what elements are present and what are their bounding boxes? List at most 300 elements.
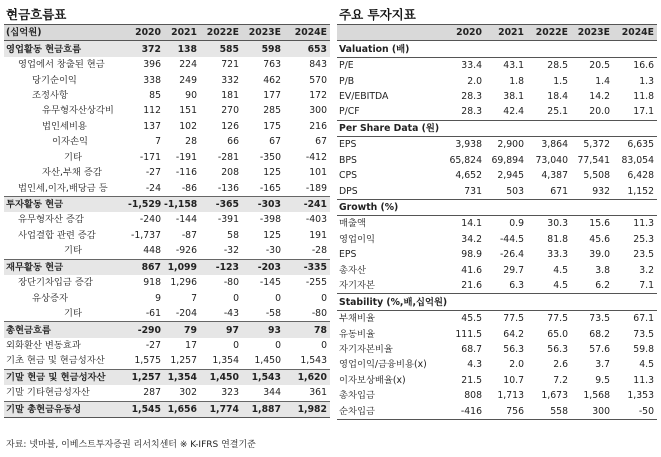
row-value: 112: [143, 105, 161, 117]
indicator-value: 671: [550, 185, 568, 197]
year-2: 2021: [164, 25, 200, 41]
indicator-value: 1,568: [583, 390, 610, 402]
row-label: 이자손익: [52, 136, 88, 148]
row-value: -391: [217, 214, 239, 226]
indicator-value: 2.6: [553, 359, 568, 371]
row-label: 사업결합 관련 증감: [18, 229, 96, 241]
indicator-value: 28.3: [461, 90, 482, 102]
indicator-value: -26.4: [499, 249, 524, 261]
row-value: 0: [321, 292, 327, 304]
row-value: -86: [181, 182, 197, 194]
cash-flow-title: 현금흐름표: [6, 7, 67, 22]
indicator-value: 41.6: [461, 264, 482, 276]
indicator-value: 558: [527, 404, 571, 420]
row-value: 721: [221, 59, 239, 71]
indicator-label: EPS: [339, 249, 357, 261]
indicator-row: [337, 104, 657, 120]
indicator-value: 1,713: [497, 390, 524, 402]
row-value: 67: [269, 136, 281, 148]
cash-flow-row: [4, 165, 330, 180]
indicator-value: 2,945: [497, 170, 524, 182]
indicator-value: 11.8: [633, 90, 654, 102]
row-value: -87: [181, 229, 197, 241]
indicator-value: 45.6: [589, 233, 610, 245]
indicator-value: 83,054: [621, 154, 654, 166]
header-blank: [337, 25, 441, 41]
indicator-value: 29.7: [503, 264, 524, 276]
row-value: 191: [309, 229, 327, 241]
row-value: -24: [145, 182, 161, 194]
indicator-value: 17.1: [633, 106, 654, 118]
indicator-label: 영업이익/금융비용(x): [339, 359, 427, 371]
indicator-value: 65,824: [449, 154, 482, 166]
row-label: 투자활동 현금: [4, 196, 128, 212]
indicator-label: 자기자본비율: [339, 343, 393, 355]
row-value: -43: [223, 308, 239, 320]
row-value: -403: [305, 214, 327, 226]
indicator-value: 6.2: [595, 280, 610, 292]
row-value: 17: [185, 339, 197, 351]
row-label: 총현금흐름: [4, 322, 128, 338]
row-value: -926: [175, 245, 197, 257]
cash-flow-row: [4, 228, 330, 243]
row-value: 344: [263, 387, 281, 399]
indicator-value: 808: [464, 390, 482, 402]
indicator-value: 0.9: [509, 218, 524, 230]
indicator-value: 21.5: [461, 374, 482, 386]
indicator-value: 69,894: [491, 154, 524, 166]
row-value: -171: [139, 151, 161, 163]
indicator-value: 731: [464, 185, 482, 197]
indicator-value: 59.8: [633, 343, 654, 355]
indicator-label: 유동비율: [339, 328, 375, 340]
row-value: 1,257: [128, 369, 164, 385]
row-value: 1,099: [164, 259, 200, 275]
row-value: 598: [242, 41, 284, 57]
indicator-value: 7.1: [639, 280, 654, 292]
indicator-row: [337, 137, 657, 153]
indicator-value: 21.6: [461, 280, 482, 292]
indicator-value: 1,353: [627, 390, 654, 402]
indicator-value: 4.5: [639, 359, 654, 371]
indicators-header-row: [337, 25, 657, 41]
section-title: Growth (%): [337, 199, 657, 215]
indicator-value: 39.0: [589, 249, 610, 261]
indicator-value: 1.5: [553, 75, 568, 87]
cash-flow-row: [4, 401, 330, 417]
indicator-value: 2,900: [497, 139, 524, 151]
row-value: -61: [145, 308, 161, 320]
row-value: -27: [145, 167, 161, 179]
row-value: -144: [175, 214, 197, 226]
indicator-row: [337, 153, 657, 168]
indicator-label: EV/EBITDA: [339, 90, 389, 102]
indicator-value: 30.3: [547, 218, 568, 230]
cash-flow-row: [4, 180, 330, 196]
indicator-value: 3,864: [541, 139, 568, 151]
row-value: 175: [263, 120, 281, 132]
indicator-row: [337, 168, 657, 183]
row-value: 28: [185, 136, 197, 148]
row-value: 1,450: [254, 355, 281, 367]
row-value: 7: [191, 292, 197, 304]
row-value: 1,296: [170, 277, 197, 289]
indicator-value: 4.5: [553, 280, 568, 292]
indicator-value: 45.5: [461, 313, 482, 325]
row-value: -240: [139, 214, 161, 226]
row-value: -398: [259, 214, 281, 226]
row-label: 기말 현금 및 현금성자산: [4, 369, 128, 385]
indicator-value: 42.4: [503, 106, 524, 118]
indicator-label: BPS: [339, 154, 357, 166]
row-value: -145: [259, 277, 281, 289]
row-value: 151: [179, 105, 197, 117]
indicator-value: 15.6: [589, 218, 610, 230]
indicator-value: 38.1: [503, 90, 524, 102]
section-header: [337, 120, 657, 136]
cash-flow-row: [4, 353, 330, 369]
indicator-value: 98.9: [461, 249, 482, 261]
indicator-value: 77.5: [503, 313, 524, 325]
indicator-row: [337, 216, 657, 232]
row-value: 1,354: [164, 369, 200, 385]
row-value: 1,887: [242, 401, 284, 417]
cash-flow-row: [4, 290, 330, 305]
row-value: 102: [179, 120, 197, 132]
indicator-row: [337, 73, 657, 88]
row-value: 285: [263, 105, 281, 117]
row-value: -281: [217, 151, 239, 163]
row-value: -1,158: [164, 196, 200, 212]
row-value: 1,543: [300, 355, 327, 367]
row-value: 1,543: [242, 369, 284, 385]
row-value: -28: [311, 245, 327, 257]
row-value: -80: [311, 308, 327, 320]
indicator-value: 25.3: [633, 233, 654, 245]
indicator-row: [337, 232, 657, 247]
section-header: [337, 41, 657, 57]
cash-flow-row: [4, 88, 330, 103]
row-label: 당기순이익: [32, 74, 77, 86]
indicator-label: P/E: [339, 60, 354, 72]
indicator-value: 5,508: [583, 170, 610, 182]
indicator-value: 2.0: [467, 75, 482, 87]
row-value: 79: [164, 322, 200, 338]
indicator-value: 73,040: [535, 154, 568, 166]
row-value: 177: [263, 89, 281, 101]
row-value: 448: [143, 245, 161, 257]
indicator-value: 16.6: [633, 60, 654, 72]
indicator-value: 10.7: [503, 374, 524, 386]
indicator-label: P/CF: [339, 106, 360, 118]
row-value: 58: [227, 229, 239, 241]
cash-flow-row: [4, 41, 330, 57]
row-value: 1,774: [200, 401, 242, 417]
row-value: 1,620: [284, 369, 330, 385]
indicator-value: -44.5: [499, 233, 524, 245]
cash-flow-row: [4, 134, 330, 149]
cash-flow-row: [4, 338, 330, 353]
indicator-value: 65.0: [547, 328, 568, 340]
row-value: 126: [221, 120, 239, 132]
indicator-value: 2.0: [509, 359, 524, 371]
section-header: [337, 199, 657, 215]
cash-flow-row: [4, 259, 330, 275]
row-value: 1,982: [284, 401, 330, 417]
row-value: -241: [284, 196, 330, 212]
indicator-value: 5,372: [583, 139, 610, 151]
row-value: 300: [309, 105, 327, 117]
cash-flow-row: [4, 196, 330, 212]
indicator-value: 6,635: [627, 139, 654, 151]
cash-flow-row: [4, 369, 330, 385]
indicator-value: 81.8: [547, 233, 568, 245]
indicator-value: 56.3: [503, 343, 524, 355]
cash-flow-table: [4, 24, 330, 418]
indicator-value: 77.5: [547, 313, 568, 325]
cash-flow-body: [4, 41, 330, 418]
indicator-label: 총자산: [339, 264, 366, 276]
indicator-value: 1.4: [595, 75, 610, 87]
indicator-value: 9.5: [595, 374, 610, 386]
row-value: 0: [275, 339, 281, 351]
row-value: 653: [284, 41, 330, 57]
indicator-row: [337, 263, 657, 278]
indicator-value: 1,152: [627, 185, 654, 197]
indicator-value: 14.2: [589, 90, 610, 102]
indicator-row: [337, 326, 657, 341]
indicator-value: 28.3: [461, 106, 482, 118]
indicator-value: 34.2: [461, 233, 482, 245]
indicator-value: 1,673: [541, 390, 568, 402]
cash-flow-header-row: [4, 25, 330, 41]
row-label: 법인세,이자,배당금 등: [18, 182, 108, 194]
row-value: -350: [259, 151, 281, 163]
row-label: 기타: [64, 245, 82, 257]
indicator-row: [337, 89, 657, 104]
year-5: 2024E: [613, 25, 657, 41]
indicator-label: P/B: [339, 75, 355, 87]
row-value: 67: [315, 136, 327, 148]
cash-flow-row: [4, 103, 330, 118]
row-value: -27: [145, 339, 161, 351]
row-value: 0: [233, 292, 239, 304]
row-label: 유무형자산 증감: [18, 214, 84, 226]
indicator-row: [337, 404, 657, 420]
row-value: -365: [200, 196, 242, 212]
indicator-value: 64.2: [503, 328, 524, 340]
indicator-value: 1.8: [509, 75, 524, 87]
indicator-row: [337, 310, 657, 326]
row-value: 287: [143, 387, 161, 399]
indicator-value: 56.3: [547, 343, 568, 355]
row-value: 867: [128, 259, 164, 275]
cash-flow-row: [4, 385, 330, 401]
indicator-row: [337, 57, 657, 73]
row-value: 372: [128, 41, 164, 57]
row-value: 462: [263, 74, 281, 86]
indicator-value: 3.8: [595, 264, 610, 276]
row-value: 361: [309, 387, 327, 399]
row-value: 216: [309, 120, 327, 132]
indicator-value: 3.2: [639, 264, 654, 276]
row-label: 기타: [64, 308, 82, 320]
row-value: 90: [185, 89, 197, 101]
source-note: 자료: 넷마블, 이베스트투자증권 리서치센터 ※ K-IFRS 연결기준: [6, 440, 256, 450]
row-label: 유무형자산상각비: [42, 105, 114, 117]
indicators-title: 주요 투자지표: [339, 7, 416, 22]
cash-flow-panel: [4, 0, 330, 418]
indicator-label: 순차입금: [337, 404, 441, 420]
indicator-value: 756: [485, 404, 527, 420]
cash-flow-row: [4, 57, 330, 72]
indicators-table: [337, 24, 657, 420]
row-value: -1,529: [128, 196, 164, 212]
row-value: 323: [221, 387, 239, 399]
indicator-value: 43.1: [503, 60, 524, 72]
indicator-label: 이자보상배율(x): [339, 374, 406, 386]
year-2: 2021: [485, 25, 527, 41]
indicator-label: EPS: [339, 139, 357, 151]
indicator-value: 18.4: [547, 90, 568, 102]
row-value: 1,545: [128, 401, 164, 417]
row-value: -255: [305, 277, 327, 289]
year-3: 2022E: [200, 25, 242, 41]
row-value: 224: [179, 59, 197, 71]
indicator-value: 3,938: [455, 139, 482, 151]
year-4: 2023E: [571, 25, 613, 41]
row-label: 기말 총현금유동성: [4, 401, 128, 417]
row-value: -303: [242, 196, 284, 212]
row-label: 기말 기타현금성자산: [6, 387, 90, 399]
row-value: 1,257: [170, 355, 197, 367]
indicator-value: 67.1: [633, 313, 654, 325]
row-value: 7: [155, 136, 161, 148]
row-value: -290: [128, 322, 164, 338]
indicator-value: 68.2: [589, 328, 610, 340]
indicator-value: 4.5: [553, 264, 568, 276]
row-value: 125: [263, 167, 281, 179]
indicator-value: 503: [506, 185, 524, 197]
section-title: Stability (%,배,십억원): [337, 294, 657, 310]
row-value: 1,656: [164, 401, 200, 417]
indicator-label: CPS: [339, 170, 357, 182]
indicator-value: 68.7: [461, 343, 482, 355]
row-value: 85: [149, 89, 161, 101]
cash-flow-row: [4, 243, 330, 259]
row-value: -335: [284, 259, 330, 275]
row-value: 125: [263, 229, 281, 241]
cash-flow-row: [4, 119, 330, 134]
row-value: -204: [175, 308, 197, 320]
row-label: 유상증자: [32, 292, 68, 304]
row-value: -136: [217, 182, 239, 194]
section-header: [337, 294, 657, 310]
indicator-value: 4,652: [455, 170, 482, 182]
row-value: 1,450: [200, 369, 242, 385]
cash-flow-row: [4, 306, 330, 322]
indicator-row: [337, 357, 657, 372]
cash-flow-row: [4, 275, 330, 290]
indicator-value: 33.3: [547, 249, 568, 261]
row-value: -116: [175, 167, 197, 179]
indicator-value: 20.5: [589, 60, 610, 72]
indicator-label: 자기자본: [339, 280, 375, 292]
indicator-row: [337, 388, 657, 403]
row-label: 영업에서 창출된 현금: [18, 59, 105, 71]
row-value: 0: [233, 339, 239, 351]
indicator-value: -416: [441, 404, 485, 420]
indicator-row: [337, 247, 657, 262]
row-value: 843: [309, 59, 327, 71]
row-label: 기타: [64, 151, 82, 163]
indicator-value: 73.5: [589, 313, 610, 325]
year-4: 2023E: [242, 25, 284, 41]
row-value: 763: [263, 59, 281, 71]
row-value: -80: [223, 277, 239, 289]
row-value: 9: [155, 292, 161, 304]
row-value: 66: [227, 136, 239, 148]
indicator-value: 14.1: [461, 218, 482, 230]
row-value: 101: [309, 167, 327, 179]
indicator-value: 6,428: [627, 170, 654, 182]
row-value: -165: [259, 182, 281, 194]
indicator-label: 영업이익: [339, 233, 375, 245]
indicator-row: [337, 342, 657, 357]
row-value: 181: [221, 89, 239, 101]
row-value: -1,737: [131, 229, 161, 241]
row-label: 자산,부채 증감: [42, 167, 102, 179]
investment-indicators-panel: [337, 0, 657, 420]
indicator-label: DPS: [339, 185, 358, 197]
indicator-row: [337, 373, 657, 388]
indicator-label: 부채비율: [339, 313, 375, 325]
row-value: -30: [265, 245, 281, 257]
row-value: 0: [321, 339, 327, 351]
row-value: -203: [242, 259, 284, 275]
row-label: 외화환산 변동효과: [6, 339, 81, 351]
indicator-value: 111.5: [455, 328, 482, 340]
unit-label: (십억원): [4, 25, 128, 41]
row-value: 97: [200, 322, 242, 338]
indicator-value: 20.0: [589, 106, 610, 118]
indicator-row: [337, 183, 657, 199]
row-value: -191: [175, 151, 197, 163]
row-value: 93: [242, 322, 284, 338]
indicator-value: 4.3: [467, 359, 482, 371]
section-title: Valuation (배): [337, 41, 657, 57]
row-value: 208: [221, 167, 239, 179]
year-3: 2022E: [527, 25, 571, 41]
year-1: 2020: [128, 25, 164, 41]
row-value: 585: [200, 41, 242, 57]
indicator-value: 23.5: [633, 249, 654, 261]
section-title: Per Share Data (원): [337, 120, 657, 136]
indicator-value: 932: [592, 185, 610, 197]
indicator-value: 6.3: [509, 280, 524, 292]
indicator-value: 77,541: [577, 154, 610, 166]
row-value: 332: [221, 74, 239, 86]
indicator-value: 28.5: [547, 60, 568, 72]
indicator-value: 4,387: [541, 170, 568, 182]
indicator-value: 25.1: [547, 106, 568, 118]
row-value: -123: [200, 259, 242, 275]
row-label: 조정사항: [32, 89, 68, 101]
year-1: 2020: [441, 25, 485, 41]
indicator-value: 11.3: [633, 374, 654, 386]
row-value: 1,575: [134, 355, 161, 367]
indicator-row: [337, 278, 657, 294]
